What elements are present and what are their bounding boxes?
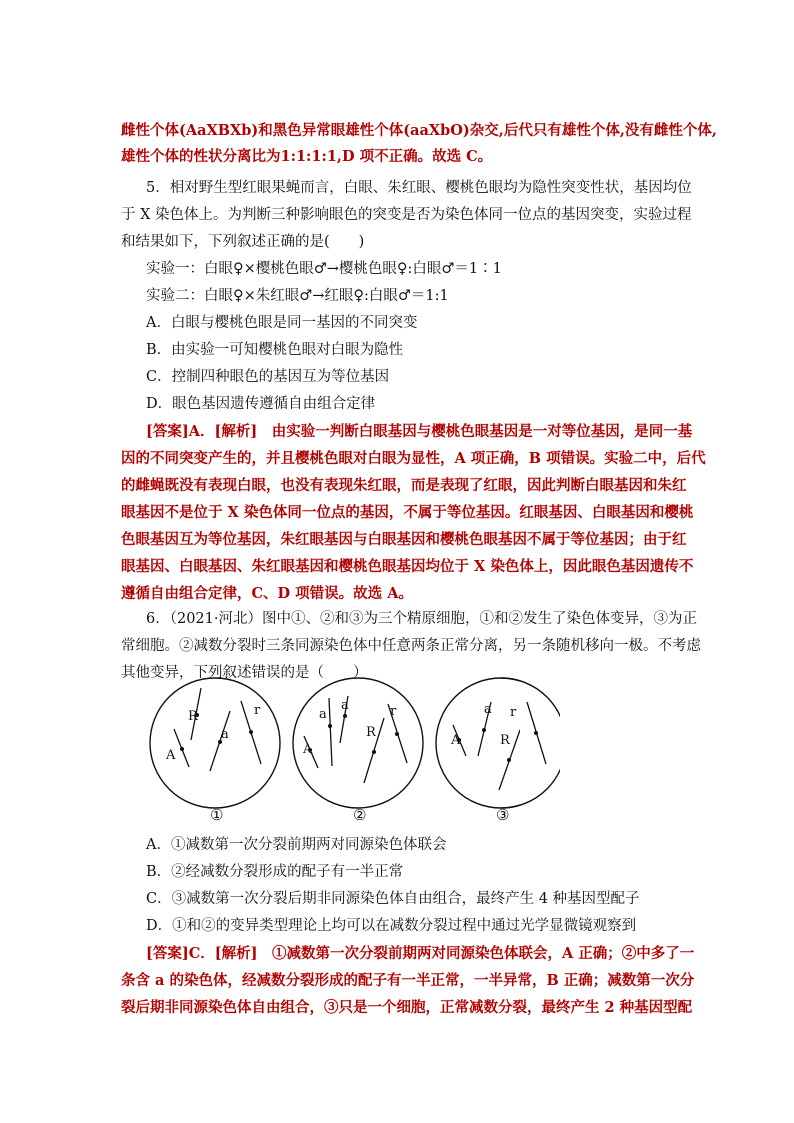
caption-cell-2: ② xyxy=(353,806,367,824)
q6-option-b: B．②经减数分裂形成的配子有一半正常 xyxy=(146,864,404,880)
q5-option-b: B．由实验一可知樱桃色眼对白眼为隐性 xyxy=(146,342,404,358)
q5-option-d: D．眼色基因遗传遵循自由组合定律 xyxy=(146,396,376,412)
caption-cell-1: ① xyxy=(210,806,224,824)
q5-answer-line-2: 因的不同突变产生的，并且樱桃色眼对白眼为显性，A 项正确，B 项错误。实验二中，后代 xyxy=(121,450,706,467)
cell-3-label-A: A xyxy=(451,733,461,748)
q5-experiment-1: 实验一：白眼♀×樱桃色眼♂→樱桃色眼♀:白眼♂＝1∶1 xyxy=(146,261,502,277)
cell-3-label-r: r xyxy=(510,705,517,720)
cell-1-label-a: a xyxy=(221,727,229,742)
q5-stem-line-1: 5．相对野生型红眼果蝇而言，白眼、朱红眼、樱桃色眼均为隐性突变性状，基因均位 xyxy=(146,180,692,196)
cell-1-circle xyxy=(150,678,280,808)
q6-option-a: A．①减数第一次分裂前期两对同源染色体联会 xyxy=(146,837,447,853)
answer-continuation-line-2: 雄性个体的性状分离比为1:1:1:1,D 项不正确。故选 C。 xyxy=(121,148,493,165)
q5-answer-line-5: 色眼基因互为等位基因，朱红眼基因与白眼基因和樱桃色眼基因不属于等位基因；由于红 xyxy=(121,531,687,548)
cell-2-label-a2: a xyxy=(341,698,349,713)
q6-option-d: D．①和②的变异类型理论上均可以在减数分裂过程中通过光学显微镜观察到 xyxy=(146,918,637,934)
q6-answer-line-1: [答案]C．[解析] ①减数第一次分裂前期两对同源染色体联会，A 正确；②中多了一 xyxy=(146,945,695,962)
cell-2-label-a1: a xyxy=(319,707,327,722)
q6-answer-line-3: 裂后期非同源染色体自由组合，③只是一个细胞，正常减数分裂，最终产生 2 种基因型配 xyxy=(121,999,693,1016)
cell-3-label-R: R xyxy=(500,733,510,748)
answer-continuation-line-1: 雌性个体(AaXBXb)和黑色异常眼雄性个体(aaXbO)杂交,后代只有雄性个体,没有雌性个体, xyxy=(121,122,717,139)
q5-answer-line-4: 眼基因不是位于 X 染色体同一位点的基因，不属于等位基因。红眼基因、白眼基因和樱桃 xyxy=(121,504,694,521)
cell-2-label-R: R xyxy=(366,725,376,740)
q6-answer-line-2: 条含 a 的染色体，经减数分裂形成的配子有一半正常，一半异常，B 正确；减数第一次分 xyxy=(121,972,695,989)
q6-stem-line-2: 常细胞。②减数分裂时三条同源染色体中任意两条正常分离，另一条随机移向一极。不考虑 xyxy=(121,638,701,654)
q5-answer-line-1: [答案]A．[解析] 由实验一判断白眼基因与樱桃色眼基因是一对等位基因，是同一基 xyxy=(146,423,693,440)
cell-1-label-r: r xyxy=(254,703,261,718)
q5-answer-line-6: 眼基因、白眼基因、朱红眼基因和樱桃色眼基因均位于 X 染色体上，因此眼色基因遗传不 xyxy=(121,558,694,575)
q5-stem-line-3: 和结果如下，下列叙述正确的是( ) xyxy=(121,234,365,250)
cell-1-label-A: A xyxy=(166,748,176,763)
caption-cell-3: ③ xyxy=(496,806,510,824)
q5-option-a: A．白眼与樱桃色眼是同一基因的不同突变 xyxy=(146,315,418,331)
q6-stem-line-3: 其他变异，下列叙述错误的是（ ） xyxy=(121,665,368,681)
q6-stem-line-1: 6．（2021·河北）图中①、②和③为三个精原细胞，①和②发生了染色体变异，③为正 xyxy=(146,611,697,627)
q5-option-c: C．控制四种眼色的基因互为等位基因 xyxy=(146,369,390,385)
q6-option-c: C．③减数第一次分裂后期非同源染色体自由组合，最终产生 4 种基因型配子 xyxy=(146,891,640,907)
q5-experiment-2: 实验二：白眼♀×朱红眼♂→红眼♀:白眼♂＝1:1 xyxy=(146,288,449,304)
cell-2-chromosome-a1 xyxy=(329,698,332,766)
cell-2-label-A: A xyxy=(303,742,313,757)
q5-answer-line-3: 的雌蝇既没有表现白眼，也没有表现朱红眼，而是表现了红眼，因此判断白眼基因和朱红 xyxy=(121,477,687,494)
cell-3-right-part xyxy=(430,668,560,830)
q5-answer-line-7: 遵循自由组合定律，C、D 项错误。故选 A。 xyxy=(121,585,413,602)
cell-3-label-a: a xyxy=(484,702,492,717)
q5-stem-line-2: 于 X 染色体上。为判断三种影响眼色的突变是否为染色体同一位点的基因突变，实验过程 xyxy=(121,207,692,223)
cell-1-label-R: R xyxy=(188,709,198,724)
cell-2-label-r: r xyxy=(390,704,397,719)
cell-2-circle xyxy=(293,678,423,808)
